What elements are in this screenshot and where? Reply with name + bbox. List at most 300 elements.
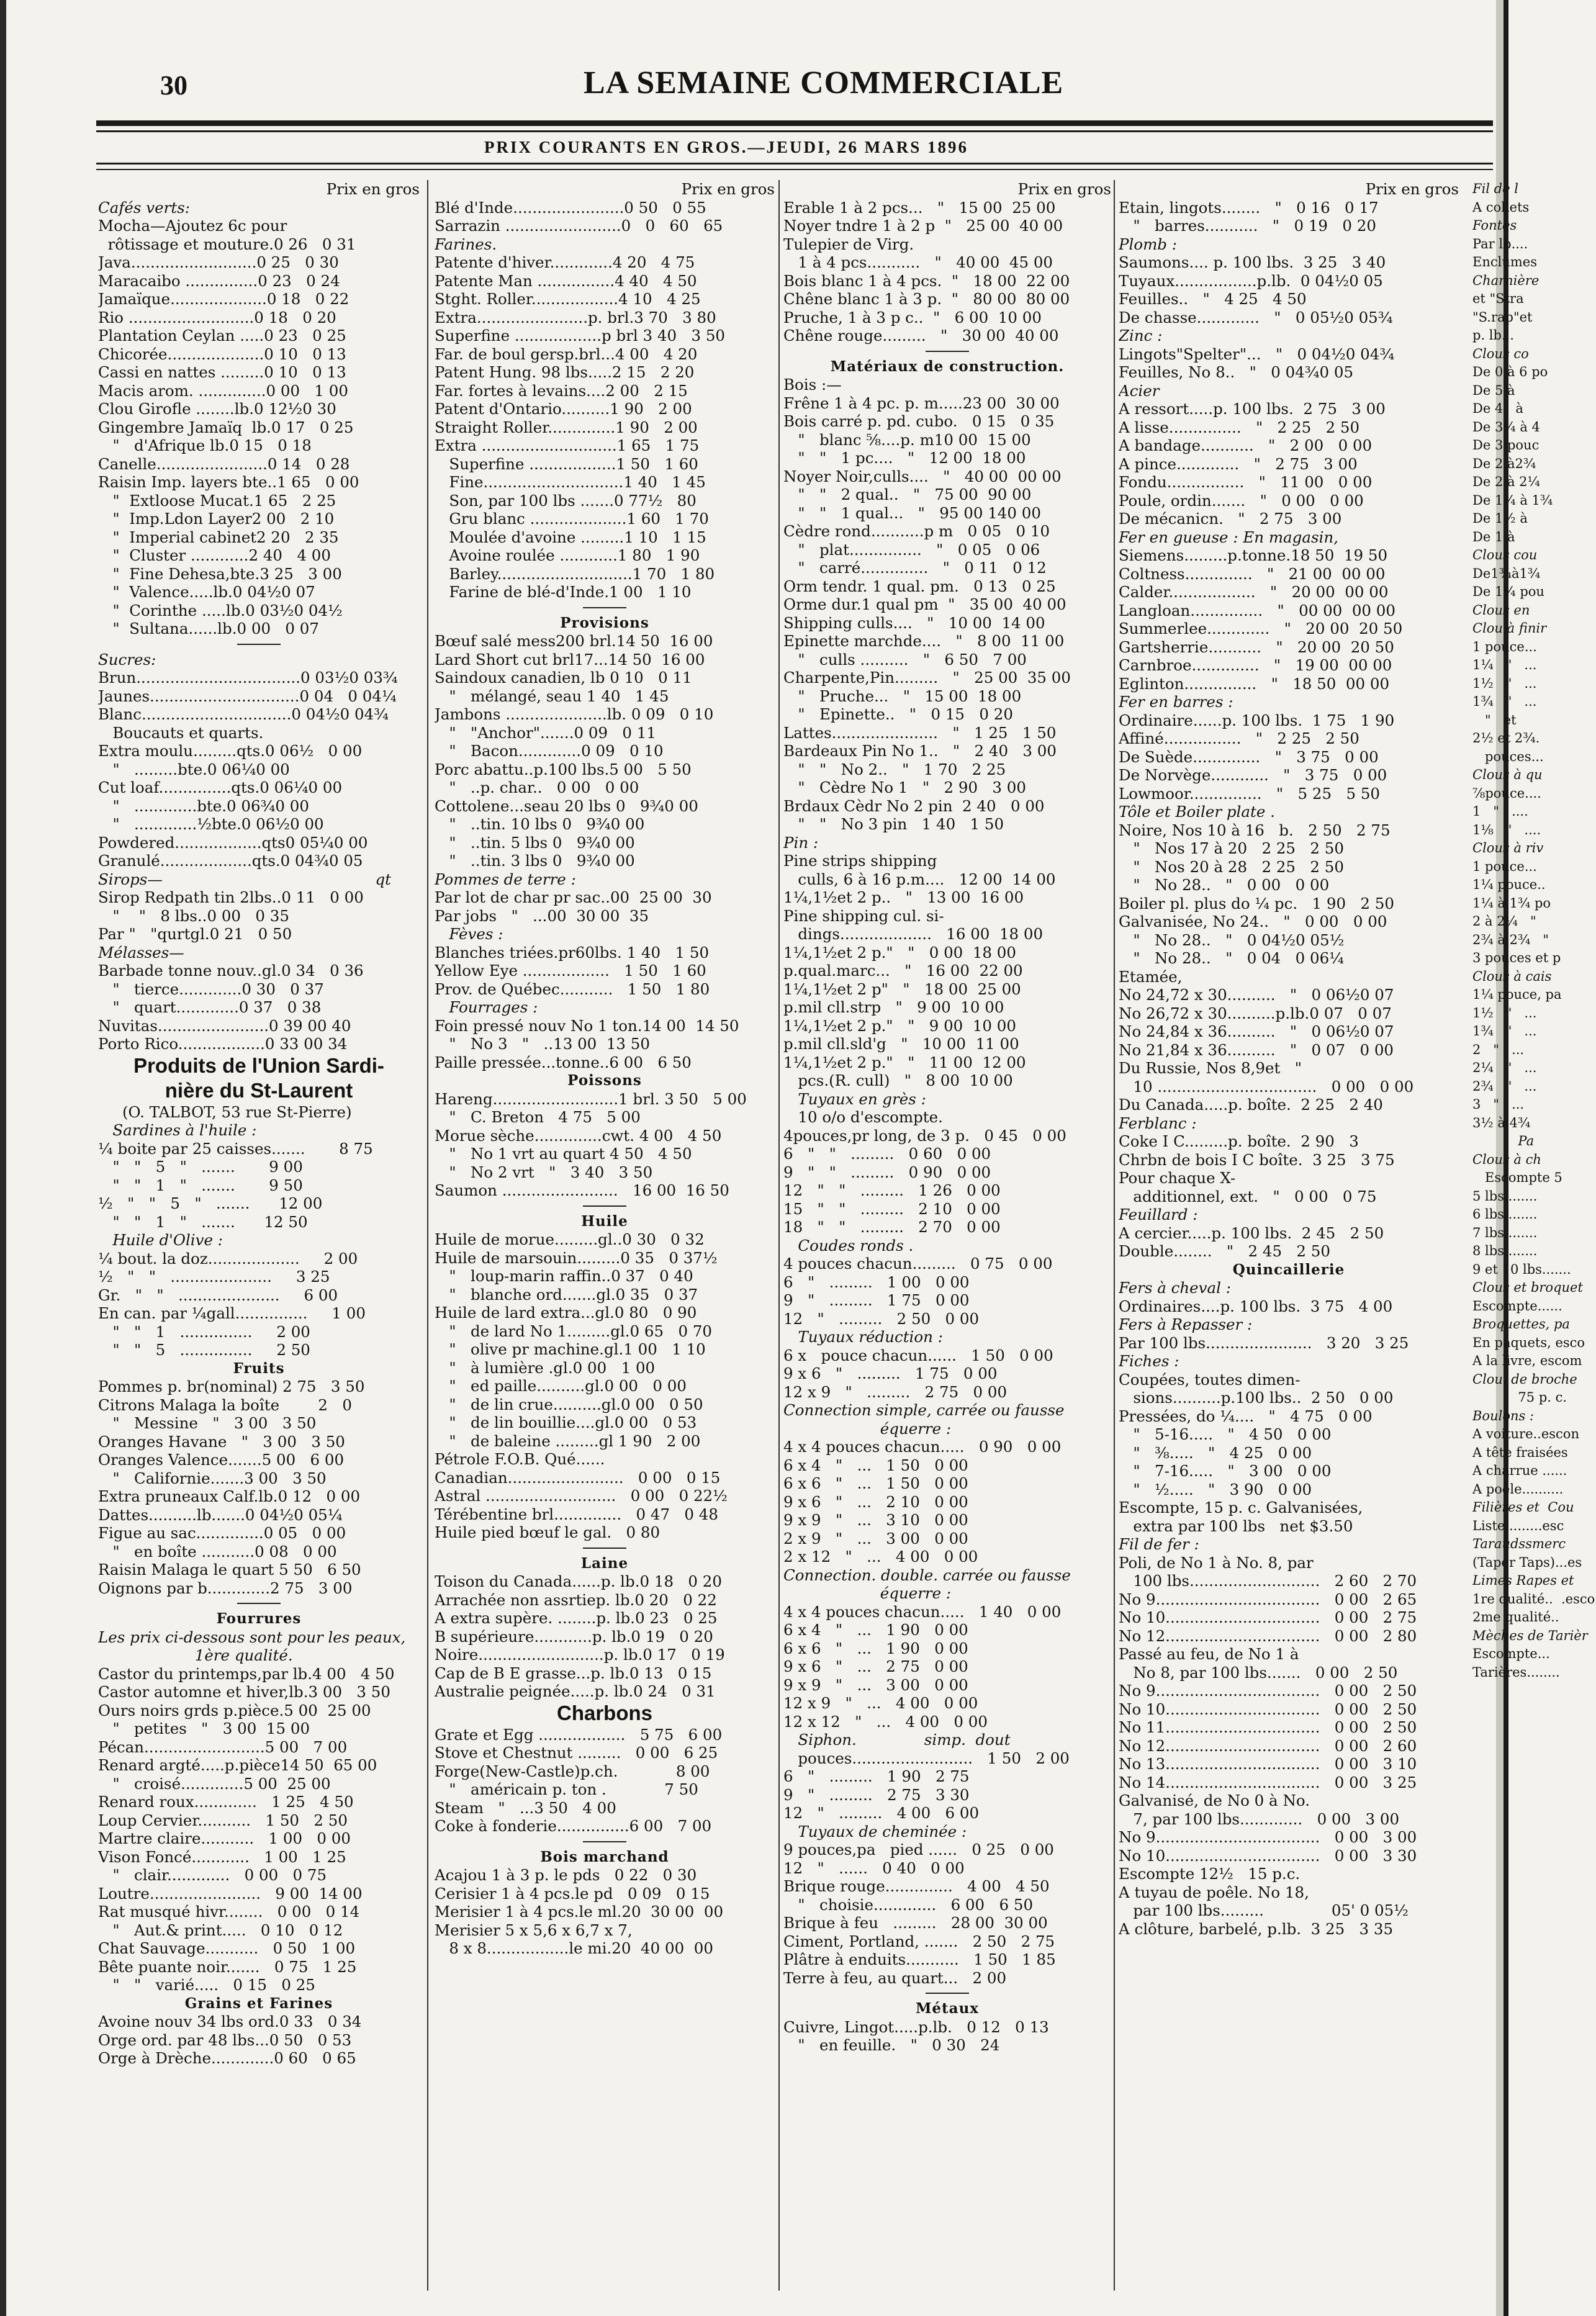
price-line: 1 à 4 pcs........... " 40 00 45 00 xyxy=(783,253,1053,271)
price-line: 7, par 100 lbs............. 0 00 3 00 xyxy=(1119,1809,1400,1828)
section-heading: Produits de l'Union Sardi- xyxy=(133,1053,384,1077)
price-line: No 9.................................. 0 00 3 00 xyxy=(1119,1828,1417,1846)
section-separator xyxy=(98,638,420,651)
price-line: Plâtre à enduits........... 1 50 1 85 xyxy=(783,1950,1056,1968)
price-line: En can. par ¼gall............... 1 00 xyxy=(98,1304,366,1322)
price-line: Pétrole F.O.B. Qué...... xyxy=(435,1450,605,1468)
price-line: Pruche, 1 à 3 p c.. " 6 00 10 00 xyxy=(783,308,1042,327)
price-line: " " 5 ............... 2 50 xyxy=(98,1341,310,1359)
price-line: De 3¼ à 4 xyxy=(1472,419,1540,435)
price-line: Siemens.........p.tonne.18 50 19 50 xyxy=(1119,546,1388,564)
price-line: A ressort.....p. 100 lbs. 2 75 3 00 xyxy=(1119,400,1386,418)
subsection-label: Clou. de broche xyxy=(1472,1371,1577,1387)
price-line: " Pruche... " 15 00 18 00 xyxy=(783,687,1022,705)
subsection-label: Ferblanc : xyxy=(1119,1114,1197,1132)
subsection-label: Fers à Repasser : xyxy=(1119,1315,1253,1333)
price-line: Blé d'Inde.......................0 50 0 55 xyxy=(435,198,706,217)
price-line: A cercier.....p. 100 lbs. 2 45 2 50 xyxy=(1119,1223,1384,1242)
price-line: Rio ..........................0 18 0 20 xyxy=(98,308,336,327)
price-line: Fine.............................1 40 1 45 xyxy=(435,473,706,491)
price-line: Steam " ...3 50 4 00 xyxy=(435,1798,616,1817)
price-line: Erable 1 à 2 pcs... " 15 00 25 00 xyxy=(783,198,1056,217)
price-line: A extra supère. ........p. lb.0 23 0 25 xyxy=(435,1609,718,1627)
price-line: Bœuf salé mess200 brl.14 50 16 00 xyxy=(435,632,713,650)
price-line: De 1½ à xyxy=(1472,511,1528,526)
price-line: Par 100 lbs...................... 3 20 3 25 xyxy=(1119,1333,1409,1352)
price-line: 1¼,1½et 2 p." " 9 00 10 00 xyxy=(783,1016,1016,1035)
subsection-label: Mèches de Tarièr xyxy=(1472,1628,1588,1643)
price-line: Poule, ordin....... " 0 00 0 00 xyxy=(1119,491,1364,510)
subsection-label: Clous à riv xyxy=(1472,840,1544,855)
price-line: 1¾ " ... xyxy=(1472,1024,1537,1039)
price-line: " No 28.. " 0 04½0 05½ xyxy=(1119,930,1345,949)
price-line: Far. fortes à levains....2 00 2 15 xyxy=(435,381,688,400)
price-line: Oignons par b.............2 75 3 00 xyxy=(98,1579,353,1597)
subsection-label: Fèves : xyxy=(435,925,503,943)
subsection-label: Sardines à l'huile : xyxy=(98,1121,257,1139)
price-line: Raisin Malaga le quart 5 50 6 50 xyxy=(98,1561,361,1579)
price-line: Nuvitas.......................0 39 00 40 xyxy=(98,1016,351,1035)
price-line: Coltness.............. " 21 00 00 00 xyxy=(1119,564,1386,583)
price-line: Lattes...................... " 1 25 1 50 xyxy=(783,723,1057,742)
price-line: 6 x 4 " ... 1 90 0 00 xyxy=(783,1621,968,1639)
price-line: Arrachée non assrtiep. lb.0 20 0 22 xyxy=(435,1590,717,1609)
price-line: 6 lbs........ xyxy=(1472,1207,1538,1222)
price-line: ¼ bout. la doz................... 2 00 xyxy=(98,1249,358,1268)
section-heading: Grains et Farines xyxy=(184,1994,333,2012)
price-line: extra par 100 lbs net $3.50 xyxy=(1119,1516,1353,1535)
price-line: " No 3 " ..13 00 13 50 xyxy=(435,1035,650,1053)
price-line: " Sultana......lb.0 00 0 07 xyxy=(98,620,319,638)
price-line: " " 1 " ....... 9 50 xyxy=(98,1176,303,1194)
price-line: Escompte... xyxy=(1472,1646,1550,1661)
price-line: 9 x 6 " ... 2 75 0 00 xyxy=(783,1657,968,1675)
price-line: Jamaïque....................0 18 0 22 xyxy=(98,290,349,308)
price-line: Maracaibo ...............0 23 0 24 xyxy=(98,271,340,290)
price-line: 1re qualité.. .esco xyxy=(1472,1591,1595,1606)
price-line: 1¾ " ... xyxy=(1472,694,1537,709)
price-line: " Californie.......3 00 3 50 xyxy=(98,1469,327,1487)
subsection-label: Broquettes, pa xyxy=(1472,1317,1570,1331)
price-line: De 1¾ à 1¾ xyxy=(1472,492,1553,508)
subsection-label: Fiches : xyxy=(1119,1352,1179,1370)
subsection-label: Fontes xyxy=(1472,218,1517,233)
price-line: " Nos 17 à 20 2 25 2 50 xyxy=(1119,839,1344,857)
column-header: Prix en gros xyxy=(1017,180,1111,198)
price-line: Langloan............... " 00 00 00 00 xyxy=(1119,601,1395,620)
price-line: " de baleine .........gl 1 90 2 00 xyxy=(435,1431,701,1450)
price-line: Du Canada.....p. boîte. 2 25 2 40 xyxy=(1119,1096,1383,1114)
price-line: Galvanisée, No 24.. " 0 00 0 00 xyxy=(1119,912,1387,930)
price-line: No 10................................ 0 00 2 50 xyxy=(1119,1700,1417,1718)
price-line: Vison Foncé............ 1 00 1 25 xyxy=(98,1847,346,1866)
price-line: No 12................................ 0 00 2 80 xyxy=(1119,1626,1417,1645)
price-line: 1 pouce... xyxy=(1472,858,1537,874)
subsection-label: Clous co xyxy=(1472,346,1529,361)
price-line: De 3 pouc xyxy=(1472,438,1540,453)
price-line: " Fine Dehesa,bte.3 25 3 00 xyxy=(98,564,342,583)
price-line: Double........ " 2 45 2 50 xyxy=(1119,1242,1330,1260)
price-line: De Norvège............ " 3 75 0 00 xyxy=(1119,766,1387,784)
price-line: Feuilles.. " 4 25 4 50 xyxy=(1119,290,1307,308)
price-line: p.mil cll.sld'g " 10 00 11 00 xyxy=(783,1035,1019,1053)
subsection-label: équerre : xyxy=(783,1584,952,1602)
subsection-label: Clous cou xyxy=(1472,547,1538,562)
price-line: 2 " ... xyxy=(1472,1042,1525,1057)
section-heading: Quincaillerie xyxy=(1232,1261,1345,1278)
price-line: Lard Short cut brl17...14 50 16 00 xyxy=(435,650,705,669)
header-rule xyxy=(96,163,1493,164)
price-line: Huile pied bœuf le gal. 0 80 xyxy=(435,1523,660,1541)
price-line: 1½ " ... xyxy=(1472,1005,1537,1021)
price-line: 15 " " ......... 2 10 0 00 xyxy=(783,1199,1001,1218)
price-line: Pine strips shipping xyxy=(783,852,937,870)
column-divider xyxy=(778,180,780,2291)
price-line: Granulé...................qts.0 04¾0 05 xyxy=(98,852,363,870)
price-line: No 9.................................. 0 00 2 65 xyxy=(1119,1590,1417,1608)
price-line: 9 x 6 " ......... 1 75 0 00 xyxy=(783,1364,998,1382)
price-column-5-cropped xyxy=(1472,180,1596,2303)
price-line: " barres........... " 0 19 0 20 xyxy=(1119,217,1376,235)
subsection-label: Coudes ronds . xyxy=(783,1236,914,1255)
price-line: "S.rap"et xyxy=(1472,309,1533,325)
price-line: " 5-16..... " 4 50 0 00 xyxy=(1119,1425,1332,1443)
price-line: 8 x 8.................le mi.20 40 00 00 xyxy=(435,1939,713,1957)
price-line: Java..........................0 25 0 30 xyxy=(98,253,339,271)
price-line: Etamée, xyxy=(1119,967,1183,986)
subsection-label: Limes Rapes et xyxy=(1472,1573,1574,1588)
price-line: Dattes..........lb.......0 04½0 05¼ xyxy=(98,1505,343,1524)
header-rule xyxy=(96,130,1493,132)
price-line: 12 " ......... 4 00 6 00 xyxy=(783,1804,980,1822)
price-line: " Messine " 3 00 3 50 xyxy=(98,1414,317,1432)
price-line: 12 x 9 " ......... 2 75 0 00 xyxy=(783,1382,1008,1401)
price-line: 3½ à 4¾ xyxy=(1472,1115,1531,1130)
subsection-label: Fourrages : xyxy=(435,998,538,1016)
subsection-label: Fer en gueuse : En magasin, xyxy=(1119,528,1338,546)
price-line: Martre claire........... 1 00 0 00 xyxy=(98,1829,351,1847)
price-line: Epinette marchde.... " 8 00 11 00 xyxy=(783,632,1065,650)
price-line: " " 1 " ....... 12 50 xyxy=(98,1212,308,1231)
price-line: Cap de B E grasse...p. lb.0 13 0 15 xyxy=(435,1664,712,1682)
subsection-label: 1ère qualité. xyxy=(98,1646,293,1664)
price-column-3 xyxy=(783,180,1111,2303)
section-heading: Métaux xyxy=(915,2000,980,2017)
price-line: " loup-marin raffin..0 37 0 40 xyxy=(435,1267,693,1285)
price-line: " Aut.& print..... 0 10 0 12 xyxy=(98,1921,343,1939)
price-line: 1⅛ " .... xyxy=(1472,822,1541,837)
price-line: Pine shipping cul. si- xyxy=(783,906,944,925)
price-line: " de lin bouillie....gl.0 00 0 53 xyxy=(435,1413,697,1431)
section-heading: Fruits xyxy=(233,1359,285,1377)
price-line: Ours noirs grds p.pièce.5 00 25 00 xyxy=(98,1701,371,1719)
price-line: et "Stra xyxy=(1472,291,1524,306)
price-line: Astral ........................... 0 00 0 22½ xyxy=(435,1487,728,1505)
price-line: Forge(New-Castle)p.ch. 8 00 xyxy=(435,1762,710,1780)
price-line: Noyer tndre 1 à 2 p " 25 00 40 00 xyxy=(783,217,1063,235)
price-line: Ordinaire......p. 100 lbs. 1 75 1 90 xyxy=(1119,711,1395,729)
section-heading: Provisions xyxy=(560,614,649,631)
section-separator xyxy=(783,1987,1111,1999)
price-line: 8 lbs........ xyxy=(1472,1243,1538,1258)
price-line: Toison du Canada......p. lb.0 18 0 20 xyxy=(435,1572,722,1590)
price-line: " blanche ord.......gl.0 35 0 37 xyxy=(435,1285,698,1304)
price-line: Powdered..................qts0 05¼0 00 xyxy=(98,833,368,852)
price-line: Patente Man ................4 40 4 50 xyxy=(435,271,697,290)
price-line: A tuyau de poêle. No 18, xyxy=(1119,1883,1309,1901)
price-list-heading: PRIX COURANTS EN GROS.—JEUDI, 26 MARS 1896 xyxy=(484,138,969,156)
price-line: Pécan.........................5 00 7 00 xyxy=(98,1737,348,1756)
price-line: 1¼,1½et 2 p" " 18 00 25 00 xyxy=(783,980,1021,998)
price-line: " Corinthe .....lb.0 03½0 04½ xyxy=(98,601,343,620)
price-line: Pour chaque X- xyxy=(1119,1169,1236,1187)
price-line: Renard roux............. 1 25 4 50 xyxy=(98,1793,354,1811)
price-line: " clair............. 0 00 0 75 xyxy=(98,1866,327,1884)
price-line: Barley............................1 70 1 80 xyxy=(435,564,715,583)
price-line: Saumon ........................ 16 00 16 50 xyxy=(435,1181,729,1199)
price-line: No 11................................ 0 00 2 50 xyxy=(1119,1718,1417,1736)
price-line: " mélangé, seau 1 40 1 45 xyxy=(435,687,669,705)
price-line: 1¼,1½et 2 p." " 0 00 18 00 xyxy=(783,943,1016,962)
price-line: 3 pouces et p xyxy=(1472,950,1561,965)
price-line: Grate et Egg .................. 5 75 6 00 xyxy=(435,1725,723,1744)
subsection-label: Clous à ch xyxy=(1472,1151,1541,1167)
price-line: ½ " " ..................... 3 25 xyxy=(98,1268,330,1286)
price-line: 5 lbs........ xyxy=(1472,1188,1538,1204)
column-divider xyxy=(427,180,428,2291)
price-line: Saumons.... p. 100 lbs. 3 25 3 40 xyxy=(1119,253,1386,271)
price-line: Jaunes...............................0 04 0 04¼ xyxy=(98,687,397,705)
price-line: Tarières........ xyxy=(1472,1664,1560,1680)
price-line: Patent Hung. 98 lbs.....2 15 2 20 xyxy=(435,363,695,381)
section-heading: Huile xyxy=(581,1212,628,1230)
price-line: 1 pouce... xyxy=(1472,639,1537,654)
price-line: 75 p. c. xyxy=(1472,1390,1567,1405)
price-line: " Bacon.............0 09 0 10 xyxy=(435,742,664,760)
price-line: " à lumière .gl.0 00 1 00 xyxy=(435,1358,656,1377)
price-line: 6 " ......... 1 90 2 75 xyxy=(783,1767,970,1785)
price-line: 4 x 4 pouces chacun..... 1 40 0 00 xyxy=(783,1602,1062,1621)
price-line: Loup Cervier........... 1 50 2 50 xyxy=(98,1811,348,1829)
price-line: ½ " " 5 " ....... 12 00 xyxy=(98,1194,323,1212)
price-line: Noire, Nos 10 à 16 b. 2 50 2 75 xyxy=(1119,821,1391,839)
subsection-label: équerre : xyxy=(783,1419,952,1438)
page-number: 30 xyxy=(160,70,187,101)
price-line: " de lard No 1.........gl.0 65 0 70 xyxy=(435,1322,713,1340)
price-line: 2½ et 2¾. xyxy=(1472,731,1540,746)
price-line: Bardeaux Pin No 1.. " 2 40 3 00 xyxy=(783,742,1057,760)
price-line: Merisier 5 x 5,6 x 6,7 x 7, xyxy=(435,1921,633,1939)
subsection-label: Pommes de terre : xyxy=(435,870,576,888)
price-line: 9 x 6 " ... 2 10 0 00 xyxy=(783,1492,968,1511)
price-line: " tierce.............0 30 0 37 xyxy=(98,980,324,998)
price-line: A clôture, barbelé, p.lb. 3 25 3 35 xyxy=(1119,1919,1394,1938)
price-line: " d'Afrique lb.0 15 0 18 xyxy=(98,436,312,454)
price-line: Terre à feu, au quart... 2 00 xyxy=(783,1968,1007,1987)
price-line: 4pouces,pr long, de 3 p. 0 45 0 00 xyxy=(783,1126,1066,1145)
subsection-label: Pa xyxy=(1472,1133,1535,1148)
price-line: 10 ................................. 0 00 0 00 xyxy=(1119,1077,1414,1096)
price-line: Canadian........................ 0 00 0 15 xyxy=(435,1468,721,1487)
price-line: Loutre....................... 9 00 14 00 xyxy=(98,1884,363,1903)
price-line: p.qual.marc... " 16 00 22 00 xyxy=(783,962,1023,980)
price-line: Liste.........esc xyxy=(1472,1518,1564,1533)
price-line: Tuyaux.................p.lb. 0 04½0 05 xyxy=(1119,271,1383,290)
price-line: Etain, lingots........ " 0 16 0 17 xyxy=(1119,198,1379,217)
price-line: " Epinette.. " 0 15 0 20 xyxy=(783,705,1013,723)
price-line: Plantation Ceylan .....0 23 0 25 xyxy=(98,327,346,345)
price-line: Fondu................ " 11 00 0 00 xyxy=(1119,473,1373,491)
price-line: Pommes p. br(nominal) 2 75 3 50 xyxy=(98,1377,365,1395)
price-line: Huile de morue.........gl..0 30 0 32 xyxy=(435,1230,705,1248)
price-line: Tulepier de Virg. xyxy=(783,235,914,253)
price-line: Par lot de char pr sac..00 25 00 30 xyxy=(435,888,712,906)
price-line: Bois :— xyxy=(783,376,842,394)
price-line: Cut loaf...............qts.0 06¼0 00 xyxy=(98,778,343,796)
price-line: Citrons Malaga la boîte 2 0 xyxy=(98,1395,352,1414)
price-line: Summerlee............. " 20 00 20 50 xyxy=(1119,620,1403,638)
price-line: 2me qualité.. xyxy=(1472,1610,1559,1624)
price-line: Extra.......................p. brl.3 70 3 80 xyxy=(435,308,716,327)
subsection-label: Siphon. simp. dout xyxy=(783,1731,1011,1749)
price-line: Australie peignée.....p. lb.0 24 0 31 xyxy=(435,1682,716,1700)
subsection-label: Sucres: xyxy=(98,650,156,669)
price-line: Huile de marsouin.........0 35 0 37½ xyxy=(435,1248,718,1267)
subsection-label: Fil de l xyxy=(1472,181,1518,196)
subsection-label: Clous à cais xyxy=(1472,968,1552,984)
price-line: Far. de boul gersp.brl...4 00 4 20 xyxy=(435,345,698,363)
price-line: Superfine ..................p brl 3 40 3 50 xyxy=(435,327,726,345)
price-line: 2¾ " ... xyxy=(1472,1078,1537,1094)
price-line: " .........bte.0 06¼0 00 xyxy=(98,760,290,778)
section-heading: Charbons xyxy=(556,1701,652,1724)
price-line: " quart.............0 37 0 38 xyxy=(98,998,322,1016)
price-line: De 5 à xyxy=(1472,382,1515,398)
price-line: " Cèdre No 1 " 2 90 3 00 xyxy=(783,778,1026,796)
price-line: 6 x 4 " ... 1 50 0 00 xyxy=(783,1456,968,1474)
price-line: 6 x 6 " ... 1 90 0 00 xyxy=(783,1639,968,1657)
subsection-label: Fers à cheval : xyxy=(1119,1279,1231,1297)
price-line: Straight Roller..............1 90 2 00 xyxy=(435,418,698,436)
price-line: Eglinton............... " 18 50 00 00 xyxy=(1119,674,1390,693)
price-line: " Nos 20 à 28 2 25 2 50 xyxy=(1119,857,1344,876)
price-line: De 1 à xyxy=(1472,529,1515,544)
price-line: 9 x 9 " ... 3 00 0 00 xyxy=(783,1675,968,1694)
section-separator xyxy=(435,1836,775,1848)
price-line: Sirop Redpath tin 2lbs..0 11 0 00 xyxy=(98,888,364,906)
price-line: Passé au feu, de No 1 à xyxy=(1119,1645,1299,1663)
subsection-label: Farines. xyxy=(435,235,497,253)
price-line: Orge à Drèche.............0 60 0 65 xyxy=(98,2049,356,2067)
price-line: " No 28.. " 0 04 0 06¼ xyxy=(1119,949,1344,967)
price-line: Jambons .....................lb. 0 09 0 10 xyxy=(435,705,714,723)
price-line: Cottolene...seau 20 lbs 0 9¾0 00 xyxy=(435,796,698,815)
price-line: 12 x 12 " ... 4 00 0 00 xyxy=(783,1712,988,1731)
price-line: " " 1 ............... 2 00 xyxy=(98,1322,310,1341)
price-line: 9 " ......... 1 75 0 00 xyxy=(783,1291,970,1309)
price-line: Par jobs " ...00 30 00 35 xyxy=(435,906,649,925)
price-line: " No 1 vrt au quart 4 50 4 50 xyxy=(435,1145,692,1163)
price-line: Gartsherrie........... " 20 00 20 50 xyxy=(1119,638,1394,656)
price-line: Cèdre rond...........p m 0 05 0 10 xyxy=(783,522,1050,540)
subsection-label: Plomb : xyxy=(1119,235,1178,253)
price-line: " " 8 lbs..0 00 0 35 xyxy=(98,906,289,925)
price-line: " No 2 vrt " 3 40 3 50 xyxy=(435,1163,653,1181)
price-line: 1 " .... xyxy=(1472,804,1528,819)
price-line: 2 à 2¼ " xyxy=(1472,914,1536,929)
price-line: Porto Rico..................0 33 00 34 xyxy=(98,1035,348,1053)
price-line: Noyer Noir,culls.... " 40 00 00 00 xyxy=(783,467,1062,485)
subsection-label: Huile d'Olive : xyxy=(98,1231,223,1249)
price-line: Coupées, toutes dimen- xyxy=(1119,1370,1301,1389)
price-line: 100 lbs........................... 2 60 2 70 xyxy=(1119,1572,1417,1590)
subsection-label: Connection. double. carrée ou fausse xyxy=(783,1566,1071,1584)
price-line: No 24,84 x 36.......... " 0 06½0 07 xyxy=(1119,1022,1394,1040)
price-line: 9 et 10 lbs....... xyxy=(1472,1261,1571,1277)
price-line: De Suède.............. " 3 75 0 00 xyxy=(1119,747,1379,766)
price-line: Escompte 5 xyxy=(1472,1170,1562,1185)
price-line: Par lb.... xyxy=(1472,236,1528,251)
subsection-label: Cafés verts: xyxy=(98,198,191,217)
price-line: " 7-16..... " 3 00 0 00 xyxy=(1119,1462,1332,1480)
price-line: Figue au sac..............0 05 0 00 xyxy=(98,1524,346,1542)
price-line: Shipping culls.... " 10 00 14 00 xyxy=(783,613,1045,632)
price-line: 2¾ à 2¾ " xyxy=(1472,932,1549,947)
price-line: Noire..........................p. lb.0 17 0 19 xyxy=(435,1646,725,1664)
section-separator xyxy=(98,1597,420,1610)
price-line: No 12................................ 0 00 2 60 xyxy=(1119,1736,1417,1755)
price-line: 12 " " ......... 1 26 0 00 xyxy=(783,1181,1001,1199)
price-line: Macis arom. ..............0 00 1 00 xyxy=(98,381,348,400)
price-line: Orge ord. par 48 lbs...0 50 0 53 xyxy=(98,2030,352,2049)
price-line: 9 x 9 " ... 3 10 0 00 xyxy=(783,1511,968,1529)
price-line: Avoine roulée ............1 80 1 90 xyxy=(435,546,700,564)
price-line: Farine de blé-d'Inde.1 00 1 10 xyxy=(435,583,692,601)
price-line: 18 " " ......... 2 70 0 00 xyxy=(783,1218,1001,1236)
price-line: Extra moulu.........qts.0 06½ 0 00 xyxy=(98,742,363,760)
price-line: A collets xyxy=(1472,199,1530,215)
price-line: Porc abattu..p.100 lbs.5 00 5 50 xyxy=(435,760,692,778)
subsection-label: Clou à finir xyxy=(1472,621,1547,636)
price-line: Cerisier 1 à 4 pcs.le pd 0 09 0 15 xyxy=(435,1884,710,1903)
price-line: 1¼,1½et 2 p." " 11 00 12 00 xyxy=(783,1053,1026,1071)
price-line: Bois blanc 1 à 4 pcs. " 18 00 22 00 xyxy=(783,271,1070,290)
price-column-4 xyxy=(1119,180,1459,2303)
price-line: " C. Breton 4 75 5 00 xyxy=(435,1108,641,1126)
subsection-label: Pin : xyxy=(783,833,819,852)
price-line: 2 x 9 " ... 3 00 0 00 xyxy=(783,1529,968,1548)
price-line: Sarrazin ........................0 0 60 65 xyxy=(435,217,723,235)
price-line: Moulée d'avoine .........1 10 1 15 xyxy=(435,528,706,546)
price-line: Foin pressé nouv No 1 ton.14 00 14 50 xyxy=(435,1016,739,1035)
subsection-label: Clous à qu xyxy=(1472,767,1543,782)
price-line: (Taper Taps)...es xyxy=(1472,1554,1582,1570)
price-line: 3 " ... xyxy=(1472,1097,1525,1112)
price-line: " " 1 qual... " 95 00 140 00 xyxy=(783,503,1041,522)
price-line: Lowmoor............... " 5 25 5 50 xyxy=(1119,784,1381,803)
price-line: " et xyxy=(1472,712,1517,728)
price-line: Saindoux canadien, lb 0 10 0 11 xyxy=(435,669,692,687)
price-line: No 8, par 100 lbs....... 0 00 2 50 xyxy=(1119,1663,1398,1682)
price-line: Chat Sauvage........... 0 50 1 00 xyxy=(98,1939,356,1957)
price-line: " blanc ⅝....p. m10 00 15 00 xyxy=(783,430,1031,449)
section-heading: Laine xyxy=(580,1554,629,1572)
header-rule xyxy=(96,169,1493,170)
price-line: 6 " ......... 1 00 0 00 xyxy=(783,1273,970,1291)
subsection-label: Tuyaux réduction : xyxy=(783,1328,943,1346)
price-line: ⅞pouce.... xyxy=(1472,785,1541,801)
price-line: De 1¼ pou xyxy=(1472,584,1544,599)
